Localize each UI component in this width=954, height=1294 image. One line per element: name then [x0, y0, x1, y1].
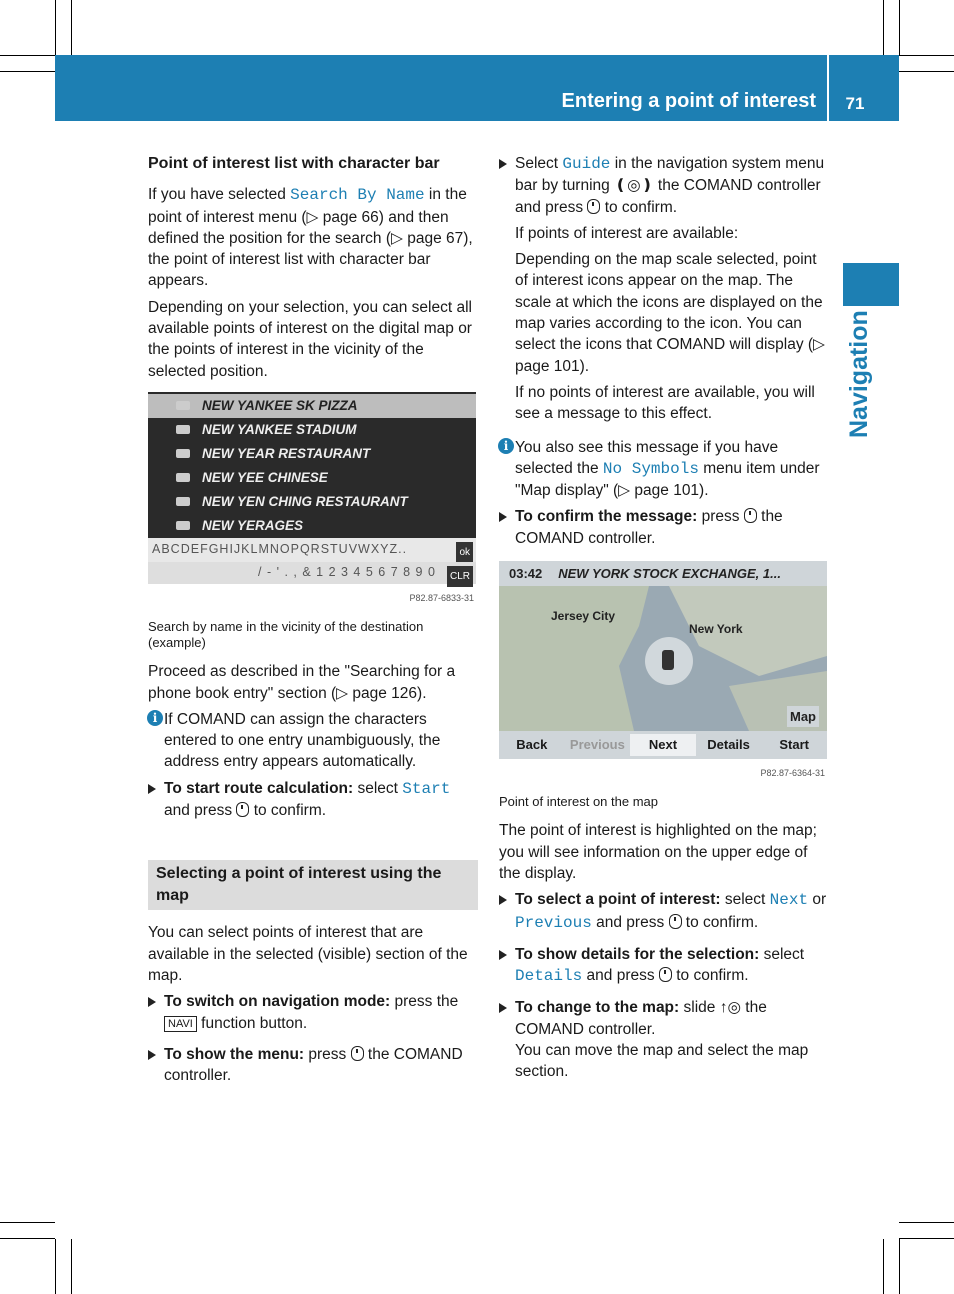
poi-list-screenshot [148, 392, 476, 613]
controller-press-icon [236, 802, 249, 817]
info-icon: i [147, 710, 163, 726]
controller-press-icon [587, 199, 600, 214]
text: to confirm. [671, 967, 749, 985]
text: in the navigation system menu bar by turning [515, 155, 825, 195]
map-time: 03:42 [509, 565, 543, 581]
instruction [148, 991, 478, 1034]
text: to confirm. [249, 802, 327, 820]
crop-mark [899, 1238, 954, 1239]
paragraph [148, 184, 478, 291]
figure-code: P82.87-6833-31 [148, 584, 476, 613]
instruction [499, 889, 829, 934]
map-menu-bar [499, 731, 827, 759]
list-item [148, 394, 476, 418]
poi-icon [176, 497, 190, 506]
page-title: Entering a point of interest [561, 90, 816, 112]
menu-item-code: Search By Name [290, 186, 425, 205]
bullet-triangle-icon [499, 895, 507, 905]
text: to confirm. [600, 198, 678, 216]
controller-slide-icon: ↑◎ [719, 999, 741, 1017]
character-bar-symbols [148, 562, 476, 584]
figure-code: P82.87-6364-31 [499, 759, 827, 788]
bullet-triangle-icon [499, 950, 507, 960]
map-menu-back: Back [516, 737, 548, 753]
info-icon: i [498, 438, 514, 454]
section-box-heading: Selecting a point of interest using the map [148, 860, 478, 910]
text: or [808, 891, 827, 909]
crop-mark [0, 55, 55, 56]
paragraph: You can move the map and select the map section. [515, 1042, 809, 1081]
bullet-triangle-icon [499, 1003, 507, 1013]
paragraph: If no points of interest are available, you will see a message to this effect. [515, 383, 815, 423]
section-heading: Point of interest list with character bar [148, 155, 440, 172]
instruction-label: To confirm the message: [515, 508, 698, 526]
instruction-label: To change to the map: [515, 999, 680, 1017]
text: If COMAND can assign the characters entered to one entry unambiguously, the address entry appears automatically. [164, 710, 441, 771]
map-view [499, 586, 827, 731]
character-bar-text: ABCDEFGHIJKLMNOPQRSTUVWXYZ.. [152, 542, 408, 557]
text: the COMAND controller and press [515, 177, 821, 216]
paragraph: If points of interest are available: [515, 224, 739, 242]
list-item-label: NEW YEN CHING RESTAURANT [202, 494, 408, 510]
crop-mark [883, 1239, 884, 1294]
page-number: 71 [845, 94, 865, 113]
paragraph: Proceed as described in the "Searching for a phone book entry" section (▷ page 126). [148, 663, 456, 702]
map-label: New York [689, 622, 743, 637]
poi-icon [176, 521, 190, 530]
paragraph: The point of interest is highlighted on the map; you will see information on the upper edge of the display. [499, 822, 817, 882]
instruction [148, 1044, 478, 1087]
info-note [499, 437, 829, 502]
bullet-triangle-icon [148, 1050, 156, 1060]
menu-item-code: Next [769, 891, 809, 910]
map-menu-start: Start [779, 737, 809, 753]
list-item [148, 442, 476, 466]
side-tab-text: Navigation [845, 310, 873, 438]
crop-mark [0, 1222, 55, 1223]
crop-mark [899, 71, 954, 72]
side-tab [843, 263, 899, 306]
crop-mark [71, 0, 72, 55]
crop-mark [899, 0, 900, 55]
text: slide [679, 999, 720, 1017]
info-note [148, 709, 478, 773]
map-info-bar [499, 561, 827, 586]
text: press the [390, 993, 459, 1011]
list-item [148, 490, 476, 514]
text: menu item under "Map display" (▷ page 101). [515, 459, 820, 500]
menu-item-code: Start [402, 779, 451, 798]
map-button: Map [787, 706, 819, 727]
left-column [148, 153, 478, 1091]
text: select [720, 891, 770, 909]
paragraph: Depending on your selection, you can select all available points of interest on the digital map or the points of interest in the vicinity of the selected position. [148, 298, 472, 380]
instruction [499, 153, 829, 218]
bullet-triangle-icon [499, 159, 507, 169]
list-item-label: NEW YANKEE STADIUM [202, 422, 357, 438]
crop-mark [883, 0, 884, 55]
poi-icon [176, 449, 190, 458]
controller-turn-icon: ❪◎❫ [614, 177, 654, 195]
crop-mark [899, 1222, 954, 1223]
map-label: Jersey City [551, 609, 616, 624]
text: and press [164, 802, 237, 820]
paragraph: You can select points of interest that are available in the selected (visible) section of the map. [148, 924, 468, 984]
bullet-triangle-icon [499, 512, 507, 522]
paragraph: Depending on the map scale selected, point of interest icons appear on the map. The scale at which the icons are displayed on the map varies according to the icon. You can select the icons that COMAND will display (▷ page 101). [515, 251, 825, 375]
clr-button: CLR [447, 566, 473, 587]
menu-item-code: No Symbols [602, 459, 699, 478]
instruction [499, 944, 829, 988]
text: select [759, 945, 805, 963]
poi-icon [176, 473, 190, 482]
instruction-label: To switch on navigation mode: [164, 993, 391, 1011]
text: the COMAND controller. [164, 1045, 463, 1085]
list-item [148, 418, 476, 442]
controller-press-icon [351, 1046, 364, 1061]
text: in the point of interest menu (▷ page 66) and then defined the position for the search (▷ page 67), the point of interest list with character bar appears. [148, 186, 473, 290]
character-bar [148, 538, 476, 562]
controller-press-icon [659, 967, 672, 982]
text: and press [591, 913, 669, 931]
right-column [499, 153, 829, 1088]
ok-button: ok [456, 542, 473, 563]
menu-item-code: Details [515, 967, 583, 986]
map-menu-previous: Previous [569, 737, 625, 753]
character-bar-symbols-text: / - ' . , & 1 2 3 4 5 6 7 8 9 0 [258, 565, 436, 580]
crop-mark [899, 55, 954, 56]
crop-mark [55, 0, 56, 55]
navi-button-icon: NAVI [164, 1016, 197, 1032]
text: press [304, 1045, 351, 1063]
map-graphic [499, 586, 827, 731]
crop-mark [899, 1239, 900, 1294]
menu-item-code: Previous [515, 913, 592, 932]
instruction-label: To show details for the selection: [515, 945, 760, 963]
text: If you have selected [148, 186, 291, 204]
map-screenshot [499, 561, 827, 759]
instruction [148, 778, 478, 822]
poi-marker-icon [662, 650, 674, 670]
instruction-label: To show the menu: [164, 1045, 305, 1063]
poi-icon [176, 425, 190, 434]
map-poi-title: NEW YORK STOCK EXCHANGE, 1... [558, 565, 781, 581]
figure-caption: Point of interest on the map [499, 794, 658, 810]
poi-icon [176, 401, 190, 410]
text: press [697, 508, 744, 526]
figure-caption: Search by name in the vicinity of the destination (example) [148, 619, 424, 651]
crop-mark [0, 71, 55, 72]
list-item-label: NEW YEAR RESTAURANT [202, 446, 371, 462]
crop-mark [55, 1239, 56, 1294]
map-menu-next: Next [630, 734, 696, 755]
map-menu-details: Details [707, 737, 750, 753]
header-divider [827, 55, 829, 121]
text: function button. [196, 1014, 308, 1032]
text: Select [515, 155, 563, 172]
instruction-label: To select a point of interest: [515, 891, 721, 909]
bullet-triangle-icon [148, 784, 156, 794]
instruction [499, 997, 829, 1040]
text: and press [582, 967, 659, 985]
instruction [499, 506, 829, 549]
text: select [353, 779, 403, 797]
text: the COMAND controller. [515, 999, 767, 1038]
list-item [148, 514, 476, 538]
crop-mark [0, 1238, 55, 1239]
instruction-label: To start route calculation: [164, 779, 354, 797]
crop-mark [71, 1239, 72, 1294]
text: to confirm. [681, 913, 759, 931]
controller-press-icon [669, 914, 682, 929]
list-item-label: NEW YEE CHINESE [202, 470, 328, 486]
controller-press-icon [744, 508, 757, 523]
bullet-triangle-icon [148, 997, 156, 1007]
side-tab-label [842, 310, 876, 438]
text: the COMAND controller. [515, 508, 783, 547]
list-item-label: NEW YANKEE SK PIZZA [202, 398, 358, 414]
list-item [148, 466, 476, 490]
list-item-label: NEW YERAGES [202, 518, 304, 534]
menu-item-code: Guide [562, 155, 611, 173]
text: You also see this message if you have selected the [515, 438, 779, 477]
